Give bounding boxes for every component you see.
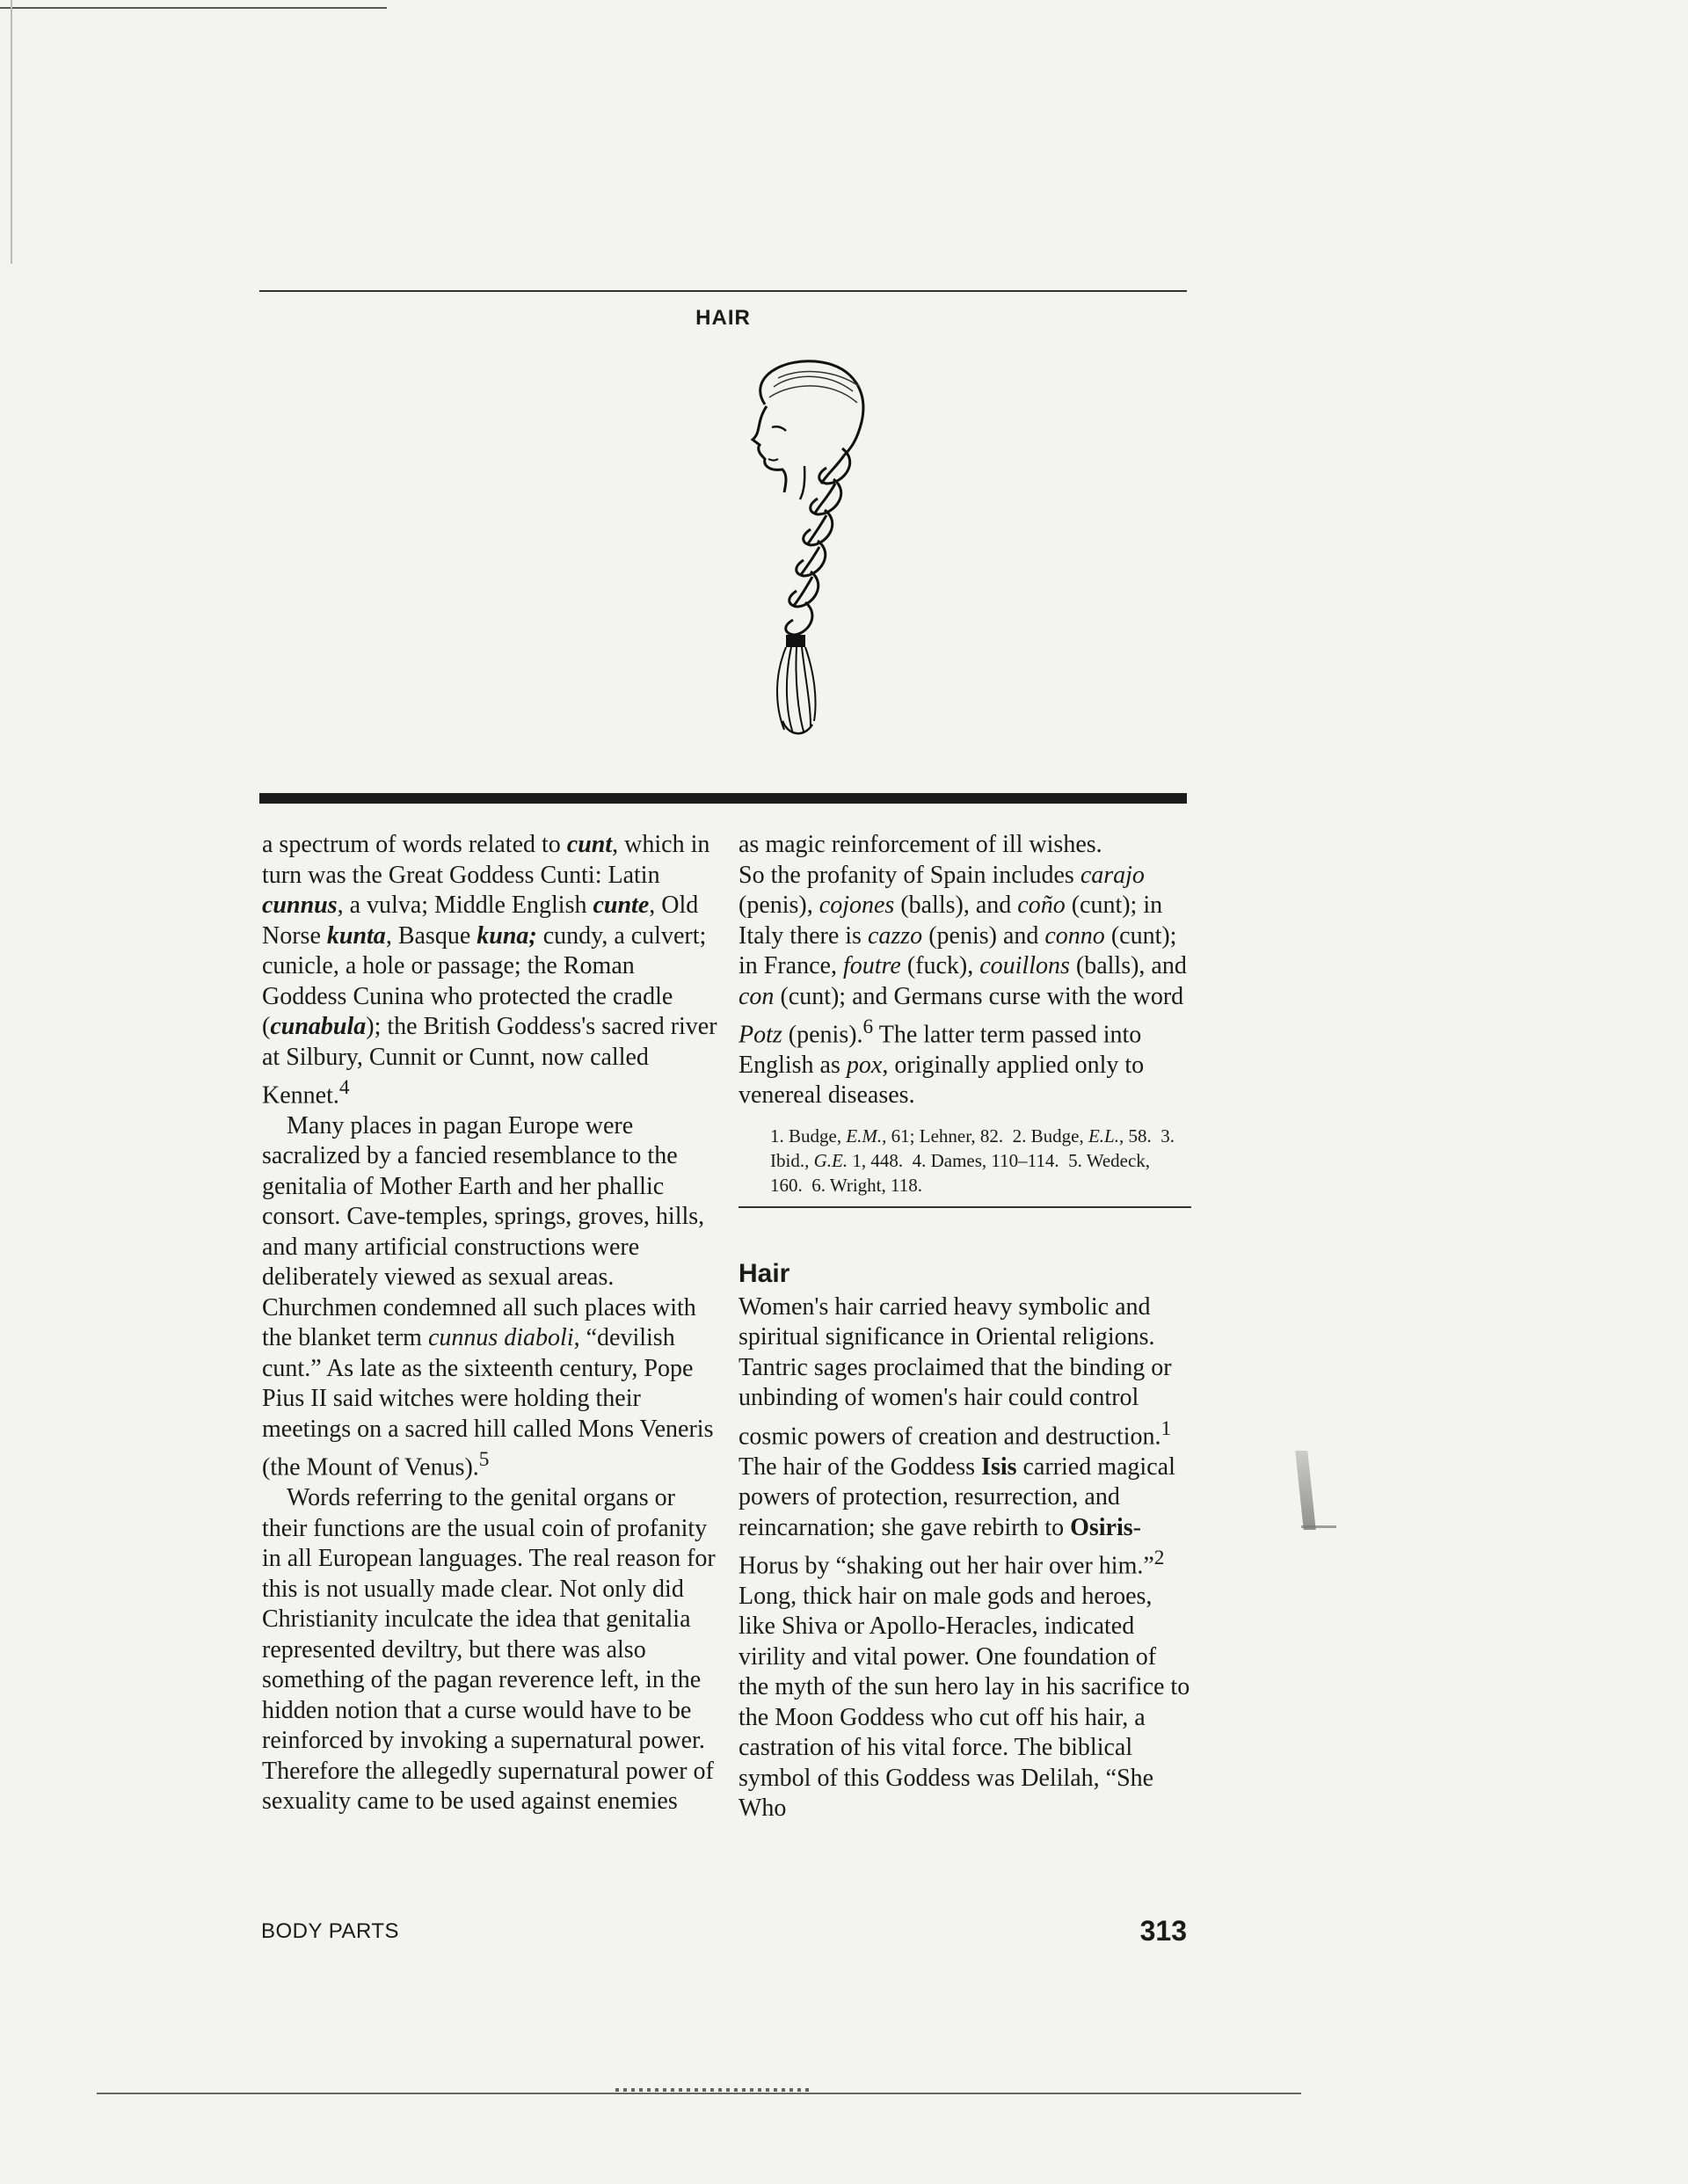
header-rule [259, 290, 1187, 292]
scan-edge-top [0, 7, 387, 9]
scan-smudge [1295, 1451, 1315, 1530]
section-divider-rule [259, 793, 1187, 804]
scan-edge-bottom-dots [615, 2088, 809, 2092]
paragraph: a spectrum of words related to cunt, which in turn was the Great Goddess Cunti: Latin cunnus, a vulva; Middle English cunte, Old Norse kunta, Basque kuna; cundy, a culvert; cunicle, a hole or passage; the Roman Goddess Cunina who protected the cradle (cunabula); the British Goddess's sacred river at Silbury, Cunnit or Cunnt, now called Kennet.$^4$ [262, 831, 717, 1110]
footnotes-rule [738, 1206, 1191, 1208]
paragraph: Many places in pagan Europe were sacralized by a fancied resemblance to the genitalia of Mother Earth and her phallic consort. Cave-temples, springs, groves, hills, and many artificial constructions were deliberately viewed as sexual areas. Churchmen condemned all such places with the blanket term cunnus diaboli, “devilish cunt.” As late as the sixteenth century, Pope Pius II said witches were holding their meetings on a sacred hill called Mons Veneris (the Mount of Venus).$^5$ [262, 1111, 714, 1481]
scan-smudge-tail [1301, 1525, 1336, 1528]
paragraph: So the profanity of Spain includes carajo (penis), cojones (balls), and coño (cunt); in Italy there is cazzo (penis) and conno (cunt); in France, foutre (fuck), couillons (balls), and con (cunt); and Germans curse with the word Potz (penis).$^6$ The latter term passed into English as pox, originally applied only to venereal diseases. [738, 861, 1187, 1110]
left-column [262, 830, 719, 1817]
paragraph: Women's hair carried heavy symbolic and spiritual significance in Oriental religions. Tantric sages proclaimed that the binding or unbinding of women's hair could control cosmic powers of creation and destruction.$^1$ The hair of the Goddess Isis carried magical powers of protection, resurrection, and reincarnation; she gave rebirth to Osiris-Horus by “shaking out her hair over him.”$^2$ Long, thick hair on male gods and heroes, like Shiva or Apollo-Heracles, indicated virility and vital power. One foundation of the myth of the sun hero lay in his sacrifice to the Moon Goddess who cut off his hair, a castration of his vital force. The biblical symbol of this Goddess was Delilah, “She Who [738, 1292, 1190, 1823]
footer-section-name: BODY PARTS [261, 1919, 400, 1943]
scan-edge-left [11, 0, 12, 264]
paragraph: Words referring to the genital organs or their functions are the usual coin of profanity in all European languages. The real reason for this is not usually made clear. Not only did Christianity inculcate the idea that genitalia represented deviltry, but there was also something of the pagan reverence left, in the hidden notion that a curse would have to be reinforced by invoking a supernatural power. Therefore the allegedly supernatural power of sexuality came to be used against enemies [262, 1484, 716, 1816]
footnotes: 1. Budge, E.M., 61; Lehner, 82. 2. Budge, E.L., 58. 3. Ibid., G.E. 1, 448. 4. Dames, 110–114. 5. Wedeck, 160. 6. Wright, 118. [770, 1125, 1175, 1196]
page-header: HAIR [695, 306, 751, 330]
right-column [738, 830, 1191, 1824]
paragraph-continuation: as magic reinforcement of ill wishes. [738, 831, 1102, 858]
page-number: 313 [1139, 1915, 1187, 1947]
section-heading: Hair [738, 1258, 790, 1288]
woman-with-braid-illustration [730, 352, 879, 739]
scan-edge-bottom [97, 2093, 1301, 2094]
